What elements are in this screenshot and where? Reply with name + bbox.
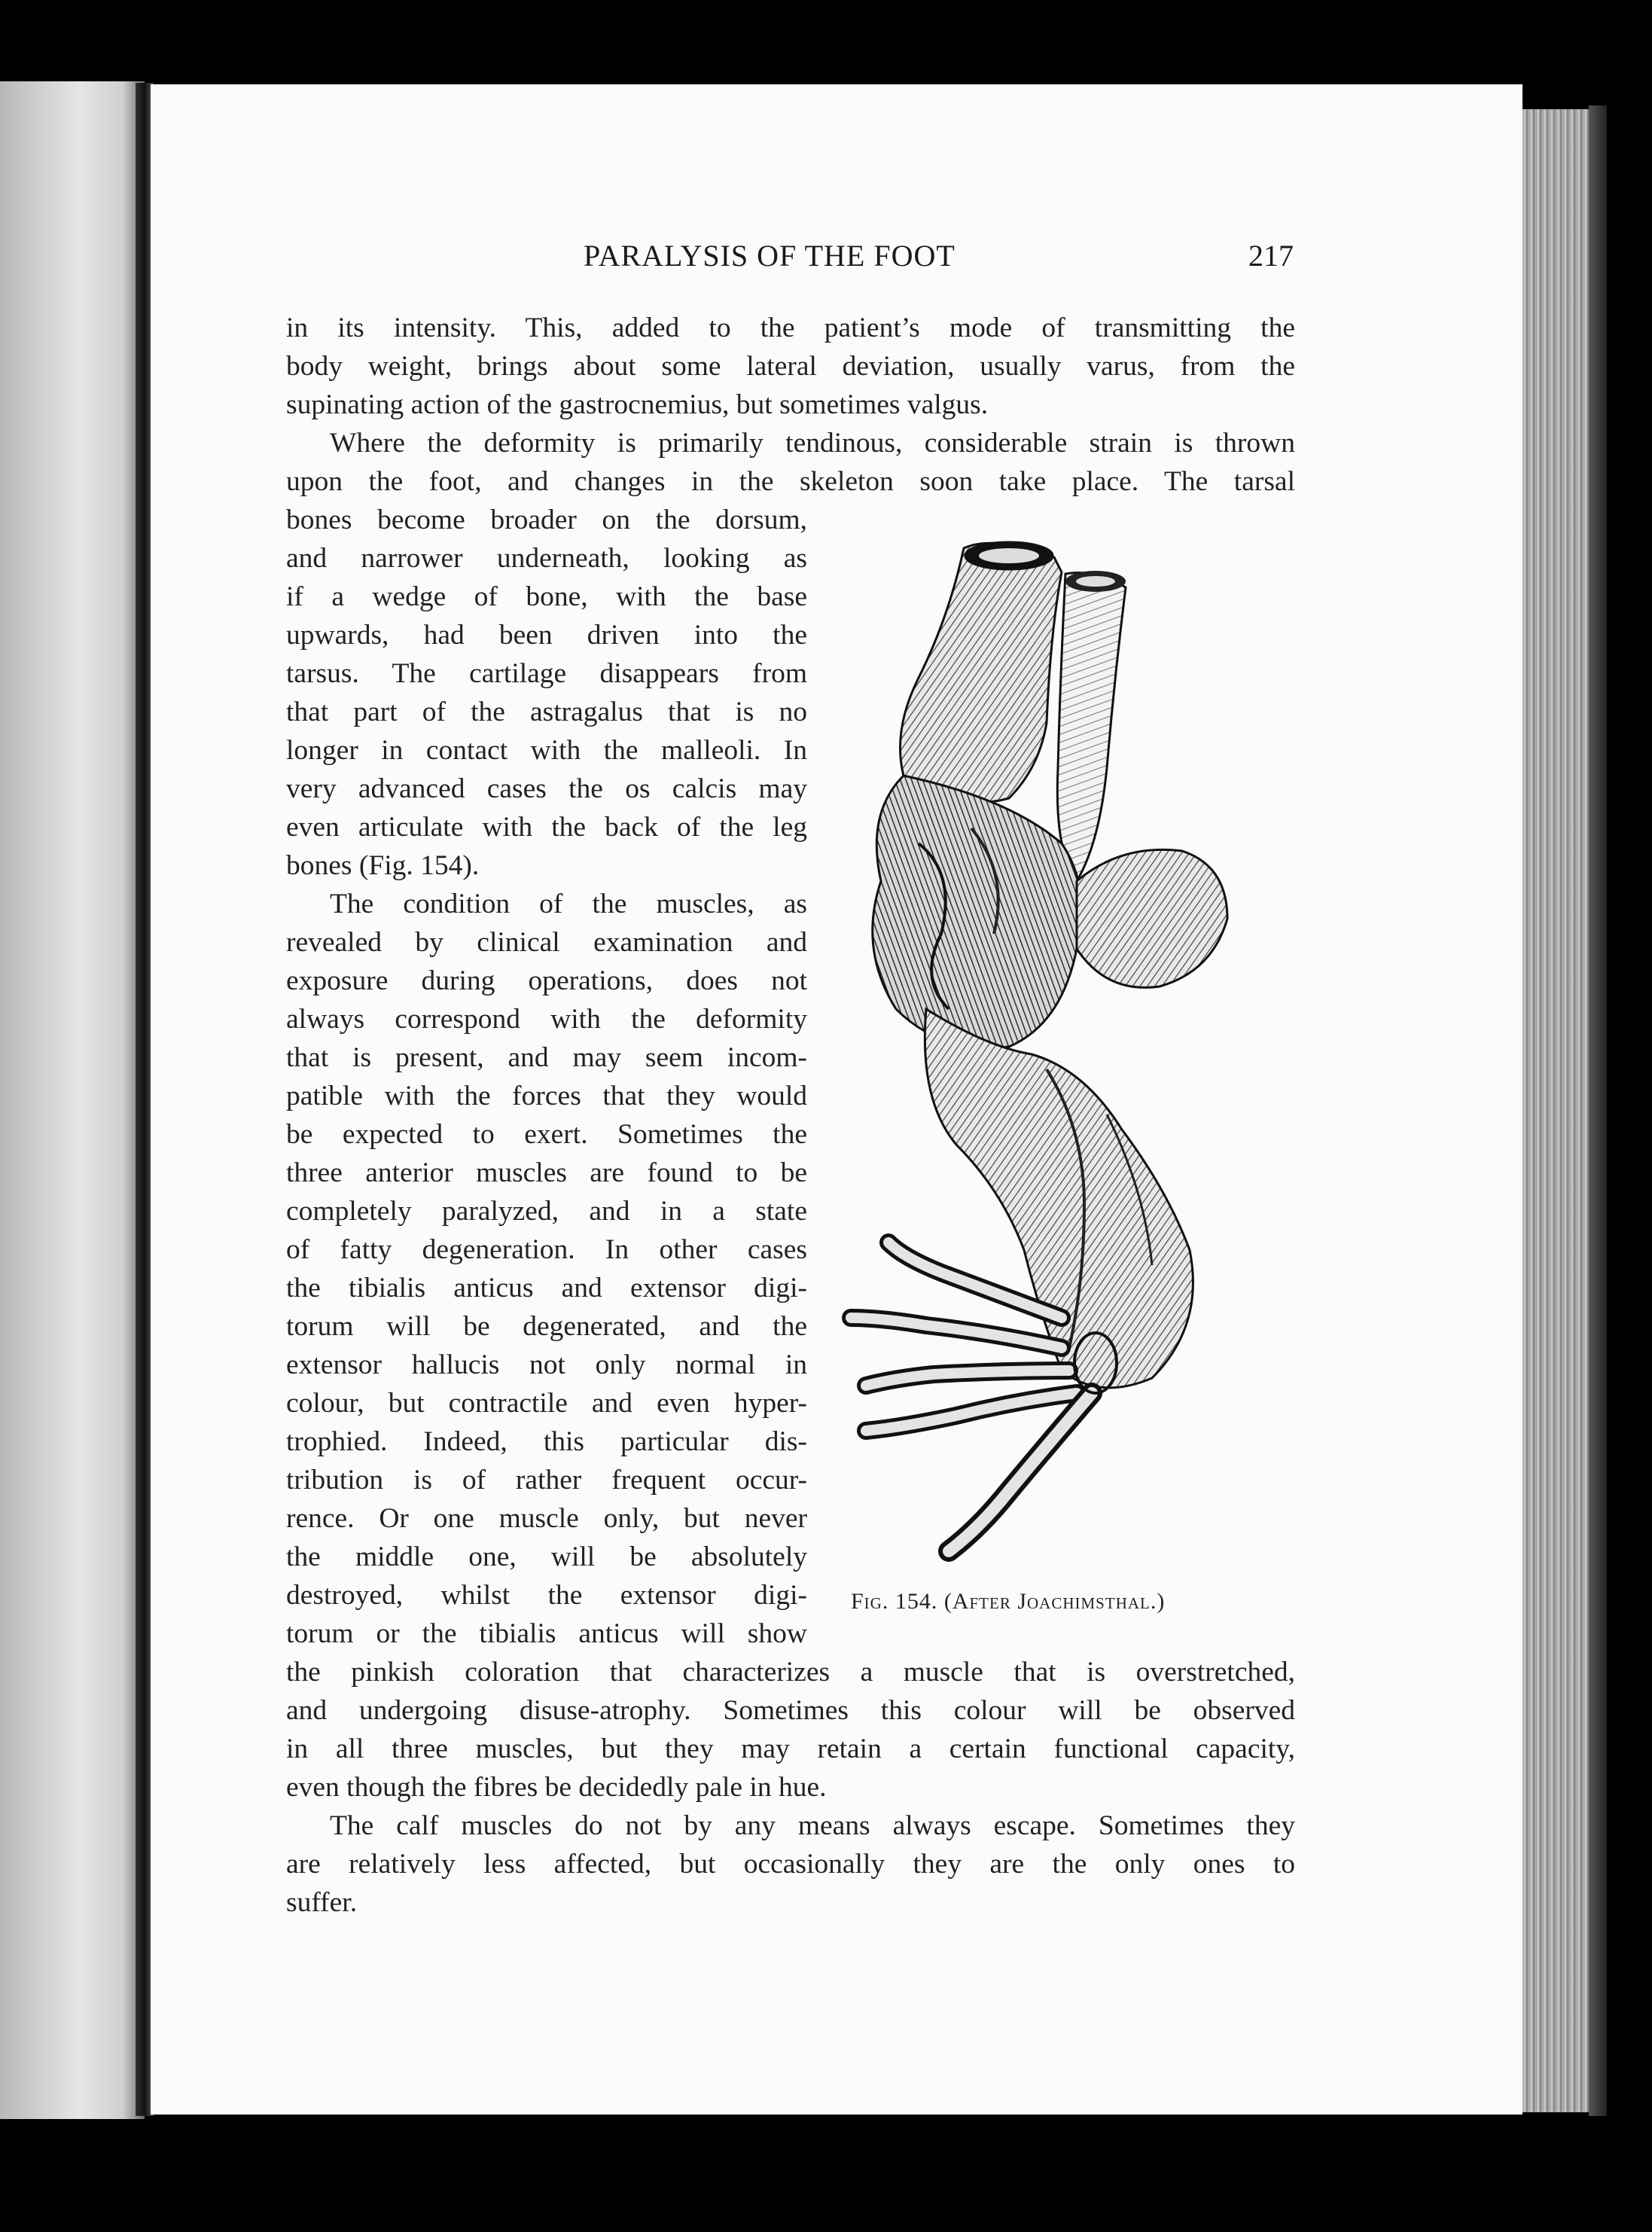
text-line: upon the foot, and changes in the skeleton soon take place. The tarsal	[286, 466, 1295, 497]
book-cover-edge	[1589, 105, 1607, 2116]
text-line: and undergoing disuse-atrophy. Sometimes this colour will be observed	[286, 1695, 1295, 1726]
text-line: are relatively less affected, but occasionally they are the only ones to	[286, 1849, 1295, 1880]
text-line: very advanced cases the os calcis may	[286, 773, 807, 804]
text-line: and narrower underneath, looking as	[286, 543, 807, 574]
text-line: destroyed, whilst the extensor digi-	[286, 1580, 807, 1611]
text-line: The calf muscles do not by any means always escape. Sometimes they	[330, 1810, 1295, 1841]
text-line: torum will be degenerated, and the	[286, 1311, 807, 1342]
page-number: 217	[1248, 239, 1294, 273]
text-line: even though the fibres be decidedly pale in hue.	[286, 1772, 827, 1803]
foot-skeleton-illustration	[836, 527, 1303, 1574]
text-line: completely paralyzed, and in a state	[286, 1196, 807, 1227]
text-line: the pinkish coloration that characterizes a muscle that is overstretched,	[286, 1657, 1295, 1688]
left-page-edge	[0, 81, 145, 2119]
top-paragraph	[286, 309, 1295, 501]
column-paragraphs	[286, 501, 807, 1653]
text-line: exposure during operations, does not	[286, 965, 807, 996]
text-line: extensor hallucis not only normal in	[286, 1349, 807, 1380]
text-line: in its intensity. This, added to the patient’s mode of transmitting the	[286, 313, 1295, 343]
text-line: the tibialis anticus and extensor digi-	[286, 1273, 807, 1304]
text-line: longer in contact with the malleoli. In	[286, 735, 807, 766]
text-line: bones (Fig. 154).	[286, 850, 480, 881]
text-line: Where the deformity is primarily tendinous, considerable strain is thrown	[330, 428, 1295, 459]
text-line: in all three muscles, but they may retain a certain functional capacity,	[286, 1733, 1295, 1764]
text-line: bones become broader on the dorsum,	[286, 505, 807, 535]
text-line: the middle one, will be absolutely	[286, 1541, 807, 1572]
text-line: suffer.	[286, 1887, 358, 1918]
text-line: The condition of the muscles, as	[330, 889, 807, 919]
text-line: be expected to exert. Sometimes the	[286, 1119, 807, 1150]
text-line: tarsus. The cartilage disappears from	[286, 658, 807, 689]
running-title: PARALYSIS OF THE FOOT	[584, 239, 956, 273]
text-line: torum or the tibialis anticus will show	[286, 1618, 807, 1649]
figure-caption: Fig. 154. (After Joachimsthal.)	[851, 1589, 1166, 1614]
page-stack-edge	[1522, 109, 1595, 2112]
text-line: tribution is of rather frequent occur-	[286, 1465, 807, 1496]
text-line: trophied. Indeed, this particular dis-	[286, 1426, 807, 1457]
text-line: rence. Or one muscle only, but never	[286, 1503, 807, 1534]
text-line: patible with the forces that they would	[286, 1081, 807, 1111]
text-line: even articulate with the back of the leg	[286, 812, 807, 843]
text-line: that part of the astragalus that is no	[286, 697, 807, 727]
text-line: if a wedge of bone, with the base	[286, 581, 807, 612]
bottom-paragraphs	[286, 1653, 1295, 1922]
text-line: upwards, had been driven into the	[286, 620, 807, 651]
text-line: revealed by clinical examination and	[286, 927, 807, 958]
text-line: three anterior muscles are found to be	[286, 1157, 807, 1188]
text-line: always correspond with the deformity	[286, 1004, 807, 1035]
text-line: of fatty degeneration. In other cases	[286, 1234, 807, 1265]
text-line: colour, but contractile and even hyper-	[286, 1388, 807, 1419]
text-line: supinating action of the gastrocnemius, but sometimes valgus.	[286, 389, 989, 420]
text-line: body weight, brings about some lateral deviation, usually varus, from the	[286, 351, 1295, 382]
text-line: that is present, and may seem incom-	[286, 1042, 807, 1073]
